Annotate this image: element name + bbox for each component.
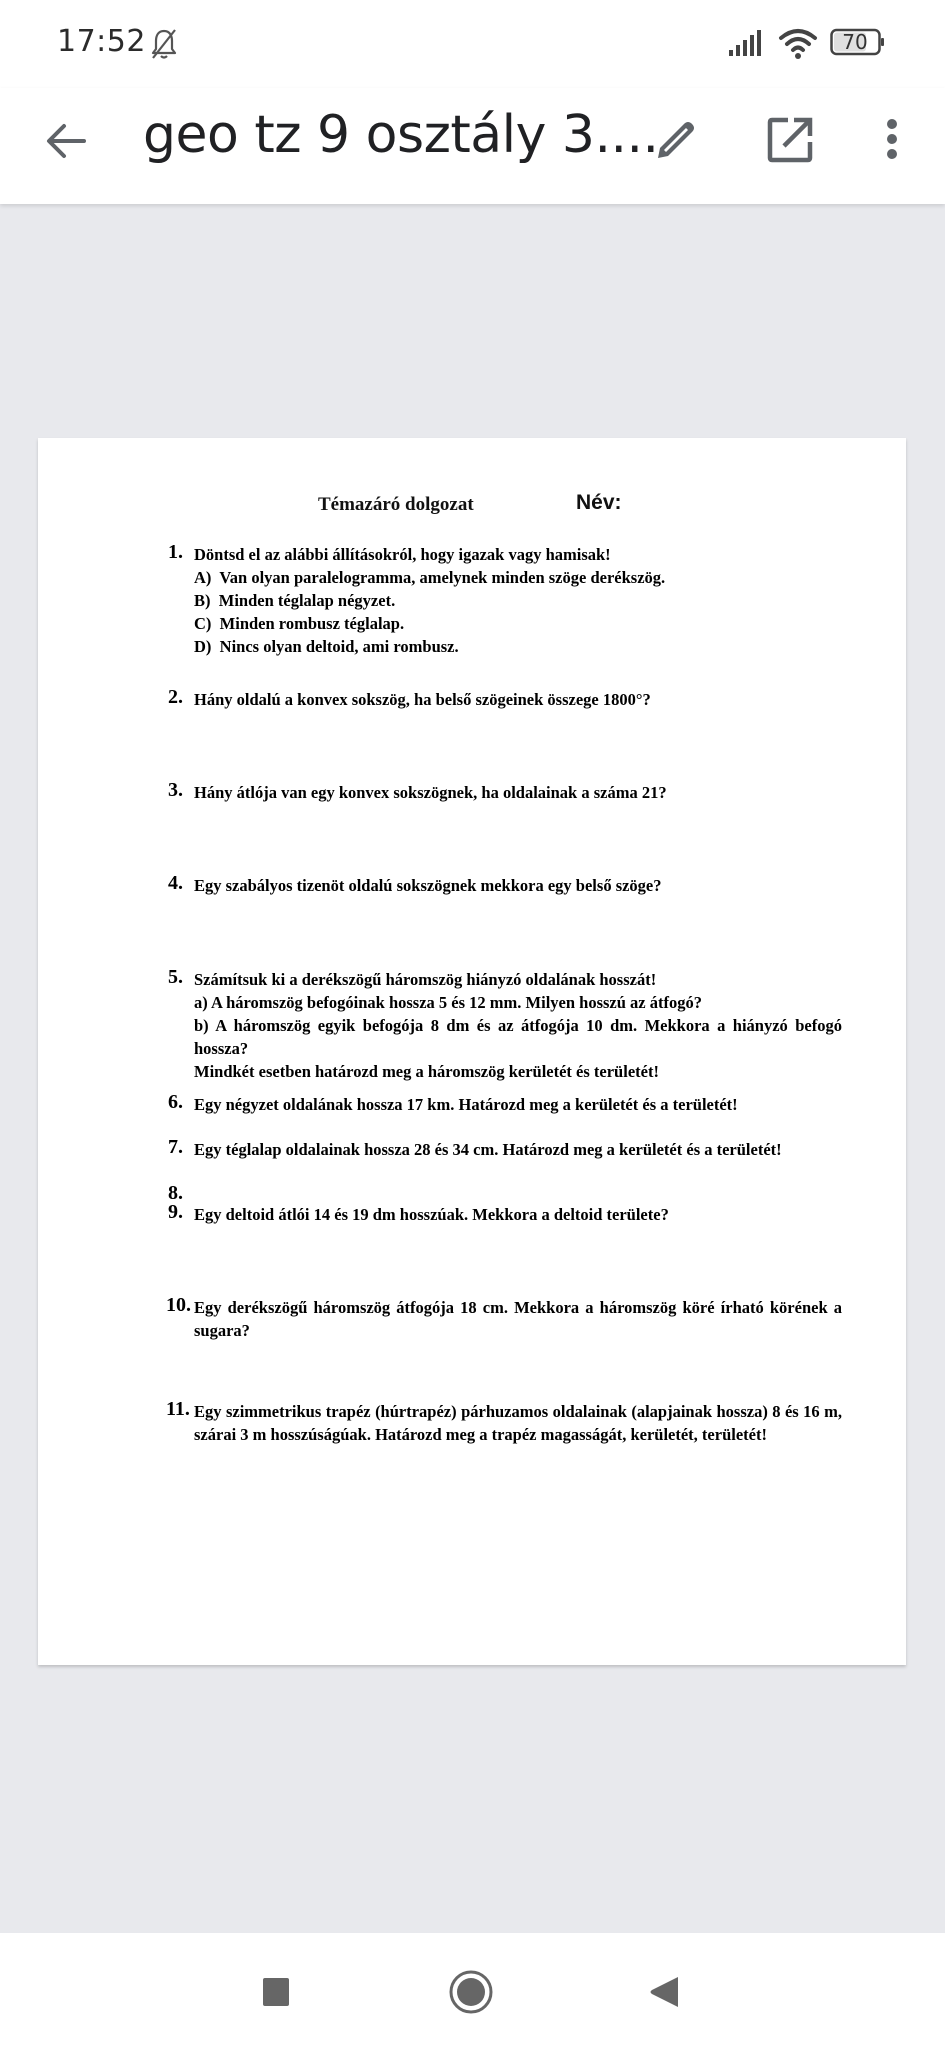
home-circle-icon[interactable] <box>449 1970 493 2014</box>
battery-level: 70 <box>842 30 868 54</box>
more-vert-icon[interactable] <box>866 114 918 166</box>
question-text: Egy téglalap oldalainak hossza 28 és 34 cm. Határozd meg a kerületét és a területét! <box>194 1140 782 1159</box>
question-text: Számítsuk ki a derékszögű háromszög hiányzó oldalának hosszát! <box>194 970 657 989</box>
wifi-icon <box>778 26 818 60</box>
question-number: 4. <box>168 872 183 894</box>
question-number: 3. <box>168 779 183 801</box>
question-number: 8. <box>168 1182 183 1204</box>
app-toolbar <box>0 88 945 204</box>
question-text: Egy szabályos tizenöt oldalú sokszögnek mekkora egy belső szöge? <box>194 876 662 895</box>
question-number: 7. <box>168 1136 183 1158</box>
question-9 <box>168 1203 842 1226</box>
exam-title: Témazáró dolgozat <box>318 494 474 515</box>
option-d: D) Nincs olyan deltoid, ami rombusz. <box>194 637 459 656</box>
instruction: Mindkét esetben határozd meg a háromszög kerületét és területét! <box>194 1062 659 1081</box>
question-text: Hány oldalú a konvex sokszög, ha belső szögeinek összege 1800°? <box>194 690 651 709</box>
option-a: A) Van olyan paralelogramma, amelynek minden szöge derékszög. <box>194 568 666 587</box>
open-in-new-icon[interactable] <box>764 114 816 166</box>
option-c: C) Minden rombusz téglalap. <box>194 614 405 633</box>
question-number: 6. <box>168 1091 183 1113</box>
status-time: 17:52 <box>57 24 146 59</box>
status-bar <box>0 0 945 88</box>
question-2 <box>168 688 842 711</box>
question-text: Döntsd el az alábbi állításokról, hogy igazak vagy hamisak! <box>194 545 611 564</box>
document-page[interactable] <box>38 438 906 1665</box>
recents-square-icon[interactable] <box>262 1977 290 2007</box>
question-text: Egy négyzet oldalának hossza 17 km. Határozd meg a kerületét és a területét! <box>194 1095 738 1114</box>
question-text: Egy szimmetrikus trapéz (húrtrapéz) párhuzamos oldalainak (alapjainak hossza) 8 és 16 m, szárai 3 m hosszúságúak. Határozd meg a trapéz magasságát, kerületét, területét! <box>194 1402 842 1444</box>
question-number: 9. <box>168 1201 183 1223</box>
question-number: 5. <box>168 966 183 988</box>
question-3 <box>168 781 842 804</box>
question-10 <box>168 1296 842 1342</box>
question-4 <box>168 874 842 897</box>
question-number: 1. <box>168 541 183 563</box>
question-text: Egy deltoid átlói 14 és 19 dm hosszúak. Mekkora a deltoid területe? <box>194 1205 669 1224</box>
system-nav-bar <box>0 1933 945 2048</box>
question-11 <box>168 1400 842 1446</box>
subquestion-b: b) A háromszög egyik befogója 8 dm és az átfogója 10 dm. Mekkora a hiányzó befogó hossza? <box>194 1016 842 1058</box>
back-triangle-icon[interactable] <box>648 1975 680 2009</box>
question-text: Hány átlója van egy konvex sokszögnek, ha oldalainak a száma 21? <box>194 783 667 802</box>
question-6 <box>168 1093 842 1116</box>
back-arrow-icon[interactable] <box>44 118 90 164</box>
signal-icon <box>728 28 766 58</box>
question-5 <box>168 968 842 1083</box>
name-label: Név: <box>576 491 622 514</box>
subquestion-a: a) A háromszög befogóinak hossza 5 és 12 mm. Milyen hosszú az átfogó? <box>194 993 702 1012</box>
pencil-icon[interactable] <box>648 114 700 166</box>
question-number: 11. <box>166 1398 190 1420</box>
question-1 <box>168 543 842 658</box>
question-number: 10. <box>166 1294 191 1316</box>
question-7 <box>168 1138 842 1161</box>
bell-off-icon <box>148 27 180 61</box>
document-title: geo tz 9 osztály 3.... <box>143 105 659 165</box>
option-b: B) Minden téglalap négyzet. <box>194 591 396 610</box>
question-number: 2. <box>168 686 183 708</box>
question-text: Egy derékszögű háromszög átfogója 18 cm. Mekkora a háromszög köré írható körének a sugara? <box>194 1298 842 1340</box>
